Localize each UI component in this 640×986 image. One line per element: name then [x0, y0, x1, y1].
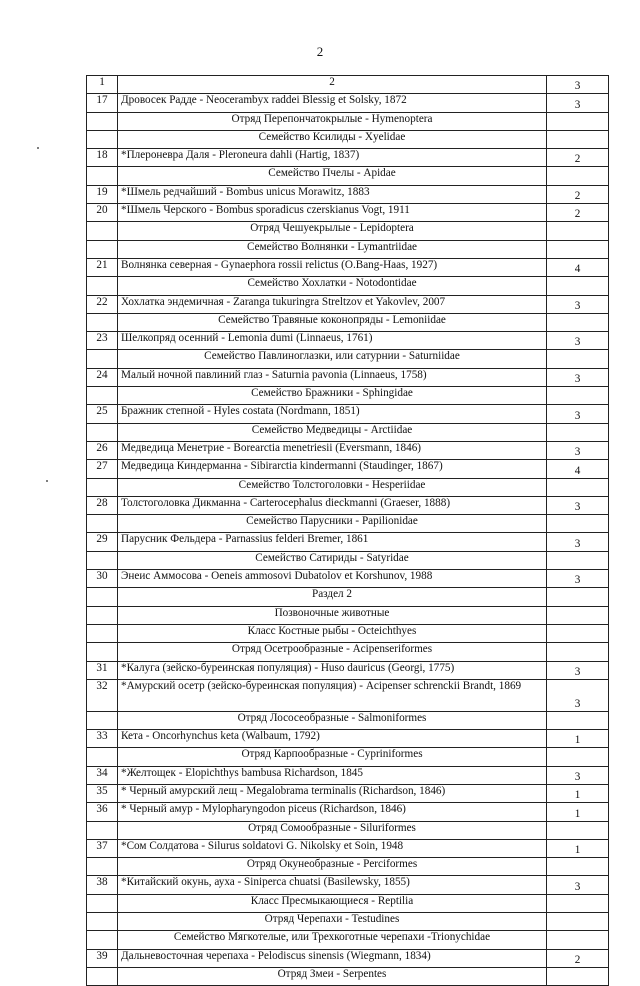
species-name: *Шмель редчайший - Bombus unicus Morawitz, 1883: [118, 185, 547, 203]
row-number: 34: [87, 766, 118, 784]
species-row: [87, 460, 609, 478]
species-name: * Черный амурский лещ - Megalobrama terminalis (Richardson, 1846): [118, 784, 547, 802]
species-row: [87, 332, 609, 350]
group-heading: Семейство Хохлатки - Notodontidae: [118, 277, 547, 295]
species-row: [87, 570, 609, 588]
row-number: 33: [87, 730, 118, 748]
group-row: [87, 913, 609, 931]
group-row: [87, 167, 609, 185]
row-category: [547, 130, 609, 148]
group-heading: Класс Костные рыбы - Octeichthyes: [118, 624, 547, 642]
row-category: [547, 551, 609, 569]
row-category: [547, 478, 609, 496]
row-category: [547, 711, 609, 729]
species-name: Малый ночной павлиний глаз - Saturnia pavonia (Linnaeus, 1758): [118, 368, 547, 386]
row-category: 3: [547, 94, 609, 112]
species-name: *Сом Солдатова - Silurus soldatovi G. Nikolsky et Soin, 1948: [118, 839, 547, 857]
species-name: Энеис Аммосова - Oeneis ammosovi Dubatolov et Korshunov, 1988: [118, 570, 547, 588]
group-heading: Отряд Чешуекрылые - Lepidoptera: [118, 222, 547, 240]
group-row: [87, 350, 609, 368]
species-name: Хохлатка эндемичная - Zaranga tukuringra Streltzov et Yakovlev, 2007: [118, 295, 547, 313]
row-number: [87, 551, 118, 569]
group-heading: Семейство Медведицы - Arctiidae: [118, 423, 547, 441]
species-row: [87, 533, 609, 551]
row-number: [87, 515, 118, 533]
species-name: *Плероневра Даля - Pleroneura dahli (Hartig, 1837): [118, 149, 547, 167]
group-row: [87, 894, 609, 912]
group-heading: Семейство Мягкотелые, или Трехкоготные черепахи -Trionychidae: [118, 931, 547, 949]
species-row: [87, 94, 609, 112]
species-row: [87, 766, 609, 784]
row-number: [87, 858, 118, 876]
row-category: 3: [547, 533, 609, 551]
species-name: Толстоголовка Дикманна - Carterocephalus dieckmanni (Graeser, 1888): [118, 496, 547, 514]
species-row: [87, 368, 609, 386]
species-name: Дровосек Радде - Neocerambyx raddei Blessig et Solsky, 1872: [118, 94, 547, 112]
row-number: 29: [87, 533, 118, 551]
row-number: 35: [87, 784, 118, 802]
header-col-number: 1: [87, 76, 118, 94]
species-name: Дальневосточная черепаха - Pelodiscus sinensis (Wiegmann, 1834): [118, 949, 547, 967]
row-number: 17: [87, 94, 118, 112]
species-row: [87, 258, 609, 276]
row-number: [87, 624, 118, 642]
row-category: [547, 240, 609, 258]
row-number: [87, 588, 118, 606]
species-name: Парусник Фельдера - Parnassius felderi Bremer, 1861: [118, 533, 547, 551]
group-heading: Отряд Перепончатокрылые - Hymenoptera: [118, 112, 547, 130]
group-row: [87, 748, 609, 766]
row-category: [547, 913, 609, 931]
row-number: 19: [87, 185, 118, 203]
species-name: *Калуга (зейско-буреинская популяция) - Huso dauricus (Georgi, 1775): [118, 661, 547, 679]
row-number: [87, 350, 118, 368]
row-category: 1: [547, 730, 609, 748]
row-category: 2: [547, 949, 609, 967]
group-heading: Семейство Бражники - Sphingidae: [118, 387, 547, 405]
group-row: [87, 222, 609, 240]
row-category: [547, 515, 609, 533]
group-heading: Отряд Змеи - Serpentes: [118, 967, 547, 985]
group-row: [87, 588, 609, 606]
species-row: [87, 679, 609, 711]
group-row: [87, 478, 609, 496]
row-number: 21: [87, 258, 118, 276]
row-category: [547, 313, 609, 331]
row-category: [547, 643, 609, 661]
row-category: 2: [547, 149, 609, 167]
group-heading: Семейство Сатириды - Satyridae: [118, 551, 547, 569]
species-row: [87, 949, 609, 967]
group-heading: Отряд Окунеобразные - Perciformes: [118, 858, 547, 876]
species-row: [87, 149, 609, 167]
row-category: 4: [547, 258, 609, 276]
group-heading: Семейство Ксилиды - Xyelidae: [118, 130, 547, 148]
species-row: [87, 185, 609, 203]
row-category: 4: [547, 460, 609, 478]
row-number: [87, 112, 118, 130]
row-category: [547, 277, 609, 295]
row-number: [87, 748, 118, 766]
page-number: 2: [316, 44, 324, 59]
group-heading: Семейство Толстоголовки - Hesperiidae: [118, 478, 547, 496]
group-heading: Семейство Парусники - Papilionidae: [118, 515, 547, 533]
row-category: 3: [547, 441, 609, 459]
species-row: [87, 441, 609, 459]
row-number: [87, 967, 118, 985]
row-number: [87, 167, 118, 185]
row-number: 18: [87, 149, 118, 167]
header-col-name: 2: [118, 76, 547, 94]
row-number: [87, 130, 118, 148]
species-name: Шелкопряд осенний - Lemonia dumi (Linnaeus, 1761): [118, 332, 547, 350]
group-row: [87, 515, 609, 533]
row-number: 24: [87, 368, 118, 386]
row-number: [87, 387, 118, 405]
species-name: *Китайский окунь, ауха - Siniperca chuatsi (Basilewsky, 1855): [118, 876, 547, 894]
row-number: 31: [87, 661, 118, 679]
row-category: 1: [547, 803, 609, 821]
species-row: [87, 730, 609, 748]
group-row: [87, 112, 609, 130]
group-row: [87, 821, 609, 839]
species-name: Медведица Менетрие - Borearctia menetriesii (Eversmann, 1846): [118, 441, 547, 459]
species-name: Медведица Киндерманна - Sibirarctia kindermanni (Staudinger, 1867): [118, 460, 547, 478]
row-category: [547, 387, 609, 405]
row-number: [87, 821, 118, 839]
row-number: 38: [87, 876, 118, 894]
group-row: [87, 240, 609, 258]
species-row: [87, 876, 609, 894]
species-name: *Шмель Черского - Bombus sporadicus czerskianus Vogt, 1911: [118, 204, 547, 222]
row-category: 3: [547, 876, 609, 894]
row-number: [87, 423, 118, 441]
species-row: [87, 803, 609, 821]
group-row: [87, 277, 609, 295]
row-category: 1: [547, 784, 609, 802]
row-number: [87, 913, 118, 931]
row-category: 3: [547, 295, 609, 313]
row-category: [547, 967, 609, 985]
row-number: [87, 277, 118, 295]
species-row: [87, 661, 609, 679]
row-category: 2: [547, 204, 609, 222]
row-number: 27: [87, 460, 118, 478]
row-category: 3: [547, 368, 609, 386]
group-heading: Отряд Осетрообразные - Acipenseriformes: [118, 643, 547, 661]
row-category: [547, 748, 609, 766]
row-number: [87, 606, 118, 624]
row-number: [87, 643, 118, 661]
group-heading: Раздел 2: [118, 588, 547, 606]
row-category: [547, 624, 609, 642]
species-name: Кета - Oncorhynchus keta (Walbaum, 1792): [118, 730, 547, 748]
group-row: [87, 130, 609, 148]
row-category: 3: [547, 661, 609, 679]
row-number: [87, 240, 118, 258]
group-row: [87, 624, 609, 642]
row-number: 26: [87, 441, 118, 459]
table-header-row: [87, 76, 609, 94]
group-heading: Отряд Черепахи - Testudines: [118, 913, 547, 931]
row-category: [547, 858, 609, 876]
row-number: 32: [87, 679, 118, 711]
row-number: 36: [87, 803, 118, 821]
row-category: 3: [547, 405, 609, 423]
row-number: [87, 894, 118, 912]
group-row: [87, 931, 609, 949]
row-category: [547, 167, 609, 185]
species-name: Бражник степной - Hyles costata (Nordmann, 1851): [118, 405, 547, 423]
row-category: [547, 931, 609, 949]
row-category: 3: [547, 766, 609, 784]
species-row: [87, 295, 609, 313]
group-heading: Семейство Павлиноглазки, или сатурнии - Saturniidae: [118, 350, 547, 368]
species-name: *Амурский осетр (зейско-буреинская популяция) - Acipenser schrenckii Brandt, 1869: [118, 679, 547, 711]
row-number: 37: [87, 839, 118, 857]
row-category: [547, 350, 609, 368]
row-category: 3: [547, 496, 609, 514]
row-number: 30: [87, 570, 118, 588]
row-number: 22: [87, 295, 118, 313]
row-number: 20: [87, 204, 118, 222]
row-category: [547, 588, 609, 606]
row-number: [87, 478, 118, 496]
row-category: 2: [547, 185, 609, 203]
row-number: 25: [87, 405, 118, 423]
row-number: 23: [87, 332, 118, 350]
row-category: 3: [547, 570, 609, 588]
row-category: [547, 423, 609, 441]
header-col-category: 3: [547, 76, 609, 94]
row-category: 3: [547, 332, 609, 350]
species-row: [87, 405, 609, 423]
species-table: [86, 75, 609, 986]
scan-mark: [46, 480, 48, 482]
species-name: *Желтощек - Elopichthys bambusa Richardson, 1845: [118, 766, 547, 784]
species-row: [87, 839, 609, 857]
scan-mark: [37, 147, 39, 149]
group-row: [87, 313, 609, 331]
group-row: [87, 858, 609, 876]
row-number: [87, 711, 118, 729]
species-name: Волнянка северная - Gynaephora rossii relictus (O.Bang-Haas, 1927): [118, 258, 547, 276]
group-row: [87, 387, 609, 405]
species-row: [87, 496, 609, 514]
group-row: [87, 606, 609, 624]
row-category: 3: [547, 679, 609, 711]
group-row: [87, 711, 609, 729]
group-row: [87, 643, 609, 661]
group-heading: Семейство Пчелы - Apidae: [118, 167, 547, 185]
species-row: [87, 204, 609, 222]
group-heading: Отряд Сомообразные - Siluriformes: [118, 821, 547, 839]
group-heading: Отряд Лососеобразные - Salmoniformes: [118, 711, 547, 729]
row-category: 1: [547, 839, 609, 857]
group-heading: Позвоночные животные: [118, 606, 547, 624]
group-row: [87, 423, 609, 441]
group-row: [87, 551, 609, 569]
group-heading: Класс Пресмыкающиеся - Reptilia: [118, 894, 547, 912]
group-row: [87, 967, 609, 985]
row-number: [87, 222, 118, 240]
species-row: [87, 784, 609, 802]
row-number: [87, 313, 118, 331]
group-heading: Семейство Травяные коконопряды - Lemoniidae: [118, 313, 547, 331]
row-category: [547, 112, 609, 130]
row-category: [547, 821, 609, 839]
row-number: 28: [87, 496, 118, 514]
group-heading: Отряд Карпообразные - Cypriniformes: [118, 748, 547, 766]
row-category: [547, 606, 609, 624]
species-name: * Черный амур - Mylopharyngodon piceus (Richardson, 1846): [118, 803, 547, 821]
row-number: [87, 931, 118, 949]
row-category: [547, 894, 609, 912]
row-category: [547, 222, 609, 240]
group-heading: Семейство Волнянки - Lymantriidae: [118, 240, 547, 258]
row-number: 39: [87, 949, 118, 967]
